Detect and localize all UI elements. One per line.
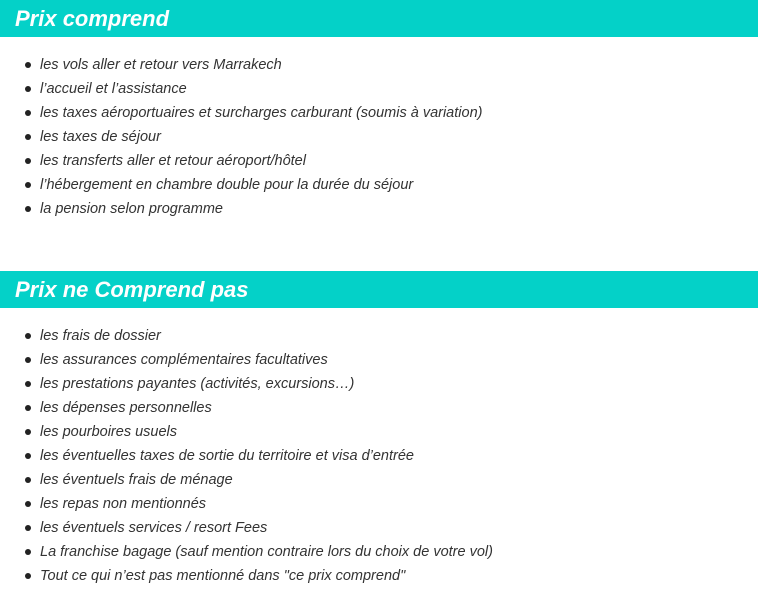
list-item: les repas non mentionnés <box>0 492 493 516</box>
list-item: les taxes aéroportuaires et surcharges carburant (soumis à variation) <box>0 101 482 125</box>
included-list <box>0 53 482 221</box>
list-item: les éventuels frais de ménage <box>0 468 493 492</box>
list-item: les dépenses personnelles <box>0 396 493 420</box>
list-item: les assurances complémentaires facultatives <box>0 348 493 372</box>
excluded-section-title: Prix ne Comprend pas <box>0 271 758 308</box>
list-item: l’hébergement en chambre double pour la durée du séjour <box>0 173 482 197</box>
list-item: les vols aller et retour vers Marrakech <box>0 53 482 77</box>
list-item: Tout ce qui n’est pas mentionné dans "ce prix comprend" <box>0 564 493 588</box>
excluded-list <box>0 324 493 588</box>
included-section-title: Prix comprend <box>0 0 758 37</box>
list-item: La franchise bagage (sauf mention contraire lors du choix de votre vol) <box>0 540 493 564</box>
list-item: les éventuels services / resort Fees <box>0 516 493 540</box>
list-item: la pension selon programme <box>0 197 482 221</box>
list-item: les transferts aller et retour aéroport/hôtel <box>0 149 482 173</box>
list-item: les prestations payantes (activités, excursions…) <box>0 372 493 396</box>
list-item: les éventuelles taxes de sortie du territoire et visa d’entrée <box>0 444 493 468</box>
list-item: les frais de dossier <box>0 324 493 348</box>
list-item: les pourboires usuels <box>0 420 493 444</box>
list-item: les taxes de séjour <box>0 125 482 149</box>
list-item: l’accueil et l’assistance <box>0 77 482 101</box>
